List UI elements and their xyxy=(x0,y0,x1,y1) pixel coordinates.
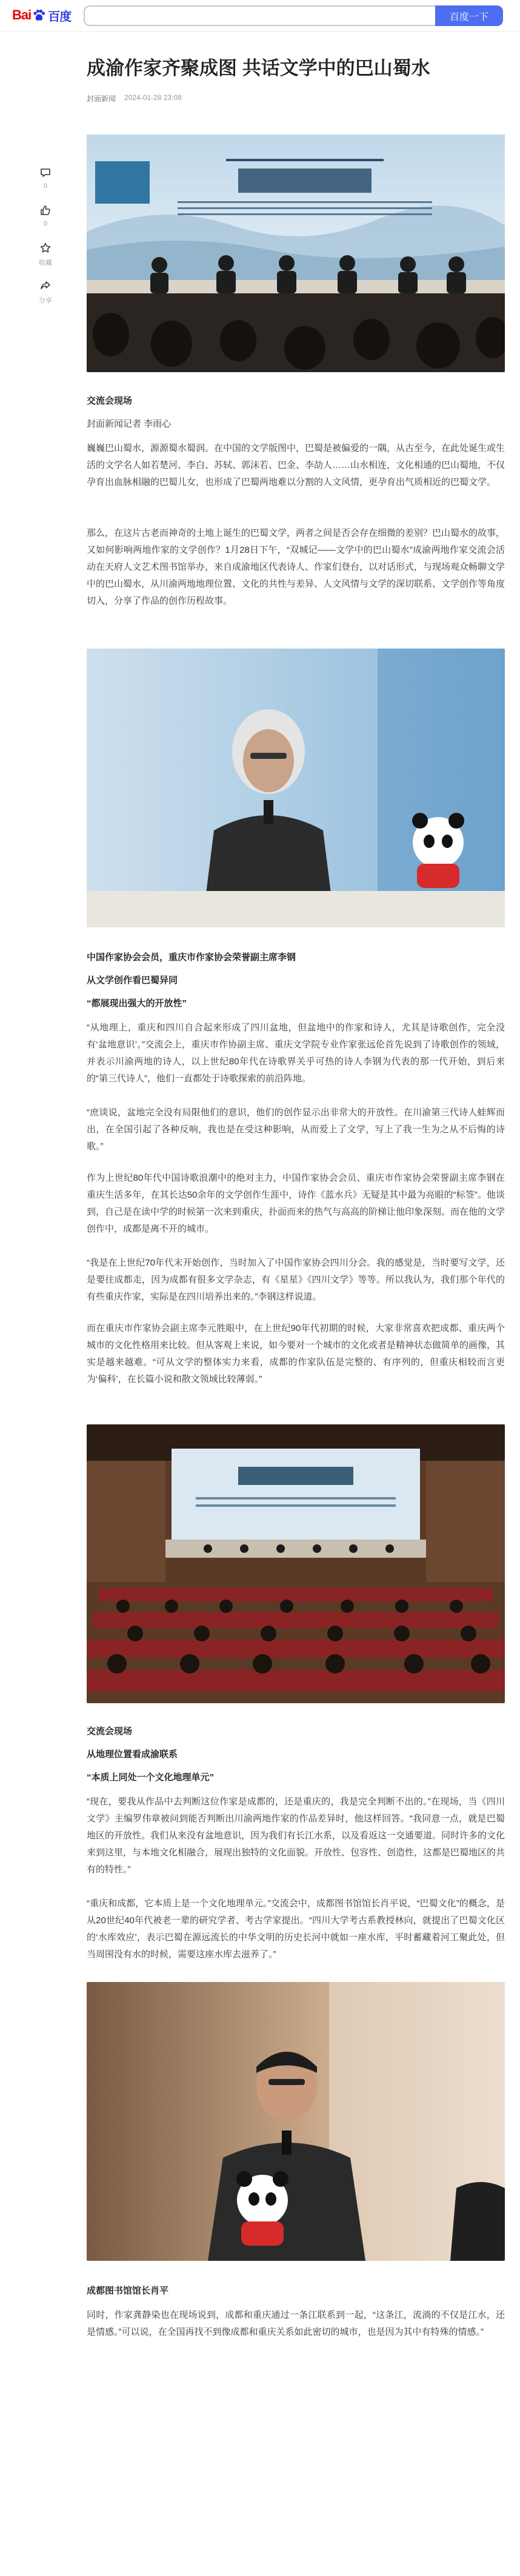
paragraph-8: “现在，要我从作品中去判断这位作家是成都的，还是重庆的，我是完全判断不出的。”在现场，当《四川文学》主编罗伟章被问到能否判断出川渝两地作家的作品差异时，他这样回答。“我同意一点，就是巴蜀地区的开放性。我们从来没有盆地意识，因为我们有长江水系，以及看返这一交通要道。同时许多的文化来到这里，与本地文化相融合，展现出独特的文化面貌。开放性、包容性、创造性，这都是巴蜀地区的共有的特性。” xyxy=(87,1797,505,1875)
article-header xyxy=(87,56,505,104)
search-button[interactable]: 百度一下 xyxy=(435,5,503,26)
share-action[interactable] xyxy=(33,279,58,305)
article-photo-2 xyxy=(87,649,505,927)
collect-label: 收藏 xyxy=(39,259,52,267)
auditorium-photo xyxy=(87,1424,505,1703)
thumbs-up-icon xyxy=(39,204,52,216)
paw-icon xyxy=(32,8,46,22)
article-source[interactable]: 封面新闻 xyxy=(87,95,116,103)
paragraph-5: 作为上世纪80年代中国诗歌浪潮中的绝对主力，中国作家协会会员、重庆市作家协会荣誉副主席李钢在重庆生活多年，在其长达50余年的文学创作生涯中，诗作《蓝水兵》无疑是其中最为亮眼的“标签”。他谈到，自己是在读中学的时候第一次来到重庆，扑面而来的热气与高高的阶梯让他印象深刻。而在他的文学创作中，成都是离不开的城市。 xyxy=(87,1173,505,1234)
article-title: 成渝作家齐聚成图 共话文学中的巴山蜀水 xyxy=(87,58,430,79)
article-date: 2024-01-28 23:08 xyxy=(124,93,182,102)
star-icon xyxy=(39,242,52,254)
paragraph-9: “重庆和成都，它本质上是一个文化地理单元。”交流会中，成都图书馆馆长肖平说，“巴蜀文化”的概念，是从20世纪40年代被老一辈的研究学者、考古学家提出。“四川大学考古系教授林向，就提出了巴蜀文化区的‘水库效应’，表示巴蜀在源远流长的中华文明的历史长河中就如一座水库，平时蓄藏着河工聚此处，但当周围没有水的时候，需要这座水库去滋养了。” xyxy=(87,1898,505,1960)
like-count: 0 xyxy=(43,220,48,227)
logo-text-right: 百度 xyxy=(48,10,72,24)
share-icon xyxy=(39,279,52,292)
article-photo-3 xyxy=(87,1424,505,1703)
paragraph-1: 巍巍巴山蜀水，源源蜀水蜀润。在中国的文学版图中，巴蜀是被偏爱的一隅，从古至今，在此处诞生或生活的文学名人如若楚河、李白、苏轼、郭沫若、巴金、李劼人……山水相连，文化相通的巴山蜀地，不仅孕育出血脉相融的巴蜀儿女，也形成了巴蜀两地难以分割的人文风情，更孕育出气质相近的巴蜀文学。 xyxy=(87,443,505,487)
baidu-logo[interactable] xyxy=(12,7,71,23)
comment-count: 0 xyxy=(43,182,48,190)
paragraph-3: “从地理上，重庆和四川自合起来形成了四川盆地，但盆地中的作家和诗人，尤其是诗歌创作，完全没有‘盆地意识’。”交流会上，重庆市作协副主席、重庆文学院专业作家张远伦首先说到了诗歌创作的领域，并表示川渝两地的诗人，以上世纪80年代在诗歌界关乎可热的诗人李钢为代表的那一代开始，到后来的“第三代诗人”，他们一直都处于诗歌探索的前沿阵地。 xyxy=(87,1023,505,1084)
article-meta xyxy=(87,93,505,104)
logo-text-left: Bai xyxy=(12,7,32,22)
subheading-1: 从文学创作看巴蜀异同 xyxy=(87,975,178,986)
paragraph-10: 同时，作家龚静染也在现场说到，成都和重庆通过一条江联系到一起，“这条江，流淌的不仅是江水，还是情感。”可以说，在全国再找不到像成都和重庆关系如此密切的城市，也是因为其中有特殊的情感。” xyxy=(87,2310,505,2337)
paragraph-4: “庶谈说，盆地完全没有局限他们的意识，他们的创作显示出非常大的开放性。在川渝第三代诗人蛙辉而出，在全国引起了各种反响，我也是在受这种影响，从而爱上了文学，写上了我一生为之从不后悔的诗歌。” xyxy=(87,1107,505,1152)
paragraph-2: 那么，在这片古老而神奇的土地上诞生的巴蜀文学，两者之间是否会存在细微的差别？巴山蜀水的故事，又如何影响两地作家的文学创作？1月28日下午，“双城记——文学中的巴山蜀水”成渝两地作家交流会活动在天府人文艺术图书馆举办，来自成渝地区代表诗人、作家们登台，以对话形式，与现场观众畅聊文学中的巴山蜀水，从川渝两地地理位置、文化的共性与差异、人文风情与文学的深切联系、文学创作等角度切入，分享了作品的创作历程故事。 xyxy=(87,528,505,606)
caption-4: 成都图书馆馆长肖平 xyxy=(87,2286,169,2296)
caption-2: 中国作家协会会员，重庆市作家协会荣誉副主席李钢 xyxy=(87,952,296,963)
paragraph-6: “我是在上世纪70年代末开始创作，当时加入了中国作家协会四川分会。我的感觉是，当时要写文学，还是要往成都走，因为成都有很多文学杂志，有《星星》《四川文学》等等。所以我认为，我们那个年代的有些重庆作家，实际是在四川培养出来的。”李钢这样说道。 xyxy=(87,1258,505,1302)
search-input[interactable] xyxy=(84,5,435,26)
stage-photo-1 xyxy=(87,135,505,372)
collect-action[interactable] xyxy=(33,242,58,267)
top-bar xyxy=(0,0,520,32)
quote-2: “本质上同处一个文化地理单元” xyxy=(87,1772,215,1783)
caption-1: 交流会现场 xyxy=(87,396,133,406)
portrait-photo-li-gang xyxy=(87,649,505,927)
article-photo-1 xyxy=(87,135,505,372)
share-label: 分享 xyxy=(39,297,52,304)
quote-1: “都展现出强大的开放性” xyxy=(87,998,187,1009)
portrait-photo-xiao-ping xyxy=(87,1982,505,2261)
subheading-2: 从地理位置看成渝联系 xyxy=(87,1749,178,1760)
like-action[interactable] xyxy=(33,204,58,227)
byline: 封面新闻记者 李雨心 xyxy=(87,419,172,429)
paragraph-7: 而在重庆市作家协会副主席李元胜眼中，在上世纪90年代初期的时候，大家非常喜欢把成都、重庆两个城市的文化性格用来比较。但从客观上来说，如今要对一个城市的文化或者是精神状态做简单的画像，其实是越来越难。“可从文学的整体实力来看，成都的作家队伍是完整的、有序列的，但重庆相较而言更为‘偏科’，在长篇小说和散文领域比较薄弱。” xyxy=(87,1323,505,1384)
comment-action[interactable] xyxy=(33,167,58,190)
comment-icon xyxy=(39,167,52,179)
article-photo-4 xyxy=(87,1982,505,2261)
caption-3: 交流会现场 xyxy=(87,1726,133,1737)
